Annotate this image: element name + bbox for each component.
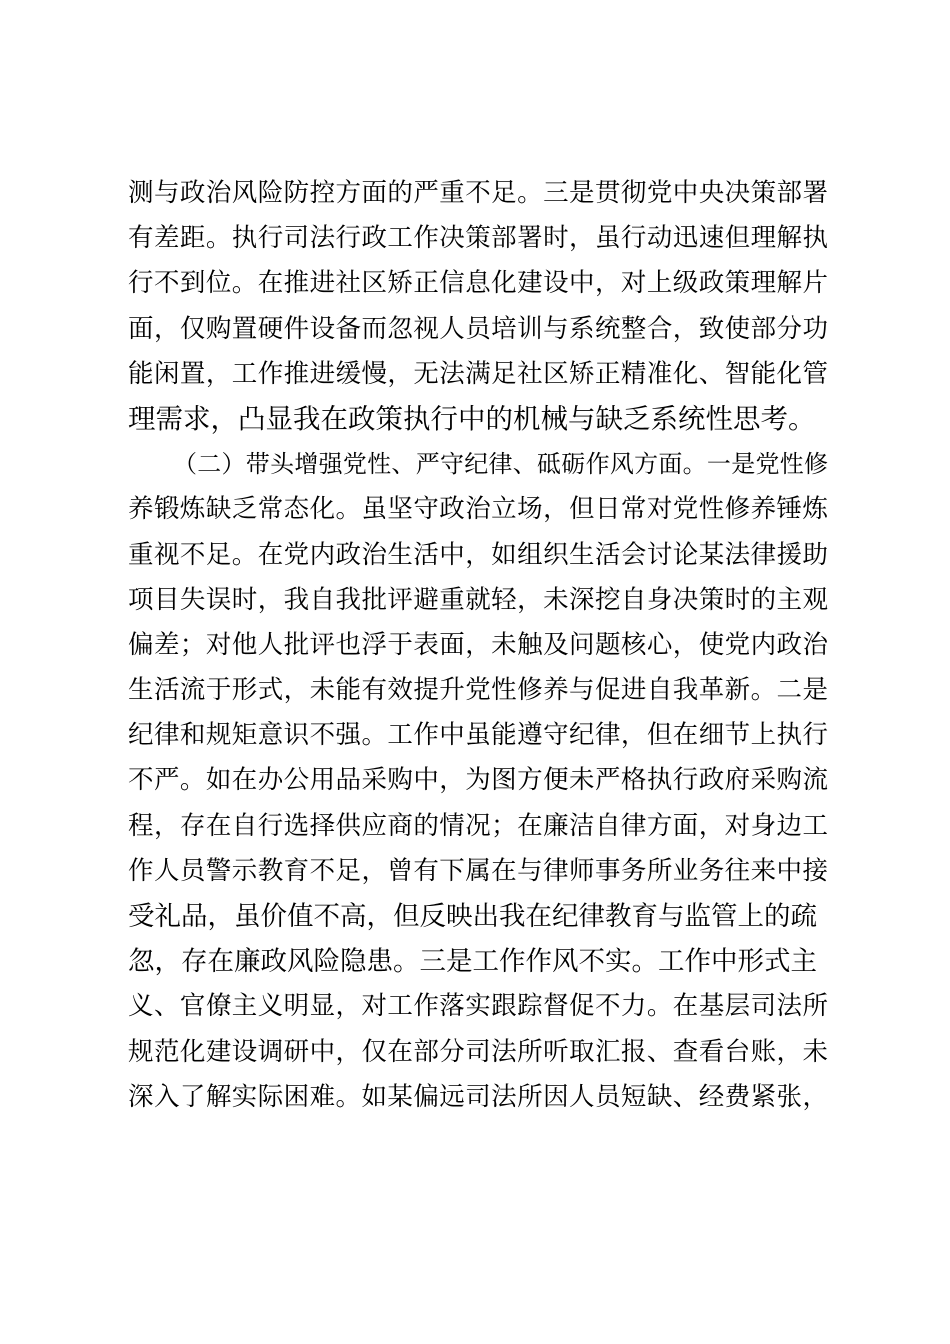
text-line: 有差距。执行司法行政工作决策部署时，虽行动迅速但理解执 bbox=[128, 223, 828, 254]
text-line: 忽，存在廉政风险隐患。三是工作作风不实。工作中形式主 bbox=[128, 946, 817, 978]
text-line: 能闲置，工作推进缓慢，无法满足社区矫正精准化、智能化管 bbox=[128, 358, 828, 389]
text-line: 测与政治风险防控方面的严重不足。三是贯彻党中央决策部署 bbox=[128, 178, 828, 208]
text-line: 深入了解实际困难。如某偏远司法所因人员短缺、经费紧张， bbox=[128, 1081, 828, 1112]
text-line: 养锻炼缺乏常态化。虽坚守政治立场，但日常对党性修养锤炼 bbox=[128, 494, 828, 525]
text-line: 受礼品，虽价值不高，但反映出我在纪律教育与监管上的疏 bbox=[128, 901, 817, 932]
text-line: 面，仅购置硬件设备而忽视人员培训与系统整合，致使部分功 bbox=[128, 313, 828, 344]
text-line: 生活流于形式，未能有效提升党性修养与促进自我革新。二是 bbox=[128, 675, 828, 706]
text-line: 纪律和规矩意识不强。工作中虽能遵守纪律，但在细节上执行 bbox=[128, 720, 828, 751]
text-line: 偏差；对他人批评也浮于表面，未触及问题核心，使党内政治 bbox=[128, 629, 828, 660]
text-line: 作人员警示教育不足，曾有下属在与律师事务所业务往来中接 bbox=[128, 855, 828, 886]
text-line: 义、官僚主义明显，对工作落实跟踪督促不力。在基层司法所 bbox=[128, 991, 828, 1022]
text-line: 程，存在自行选择供应商的情况；在廉洁自律方面，对身边工 bbox=[128, 810, 828, 841]
text-line: 理需求，凸显我在政策执行中的机械与缺乏系统性思考。 bbox=[128, 402, 816, 435]
body-text bbox=[128, 171, 828, 1120]
text-line: 规范化建设调研中，仅在部分司法所听取汇报、查看台账，未 bbox=[128, 1036, 828, 1067]
text-line: 项目失误时，我自我批评避重就轻，未深挖自身决策时的主观 bbox=[128, 584, 828, 615]
section-heading-line: （二）带头增强党性、严守纪律、砥砺作风方面。一是党性修 bbox=[173, 450, 828, 479]
text-line: 不严。如在办公用品采购中，为图方便未严格执行政府采购流 bbox=[128, 765, 828, 796]
text-line: 重视不足。在党内政治生活中，如组织生活会讨论某法律援助 bbox=[128, 539, 828, 570]
text-line: 行不到位。在推进社区矫正信息化建设中，对上级政策理解片 bbox=[128, 268, 828, 299]
